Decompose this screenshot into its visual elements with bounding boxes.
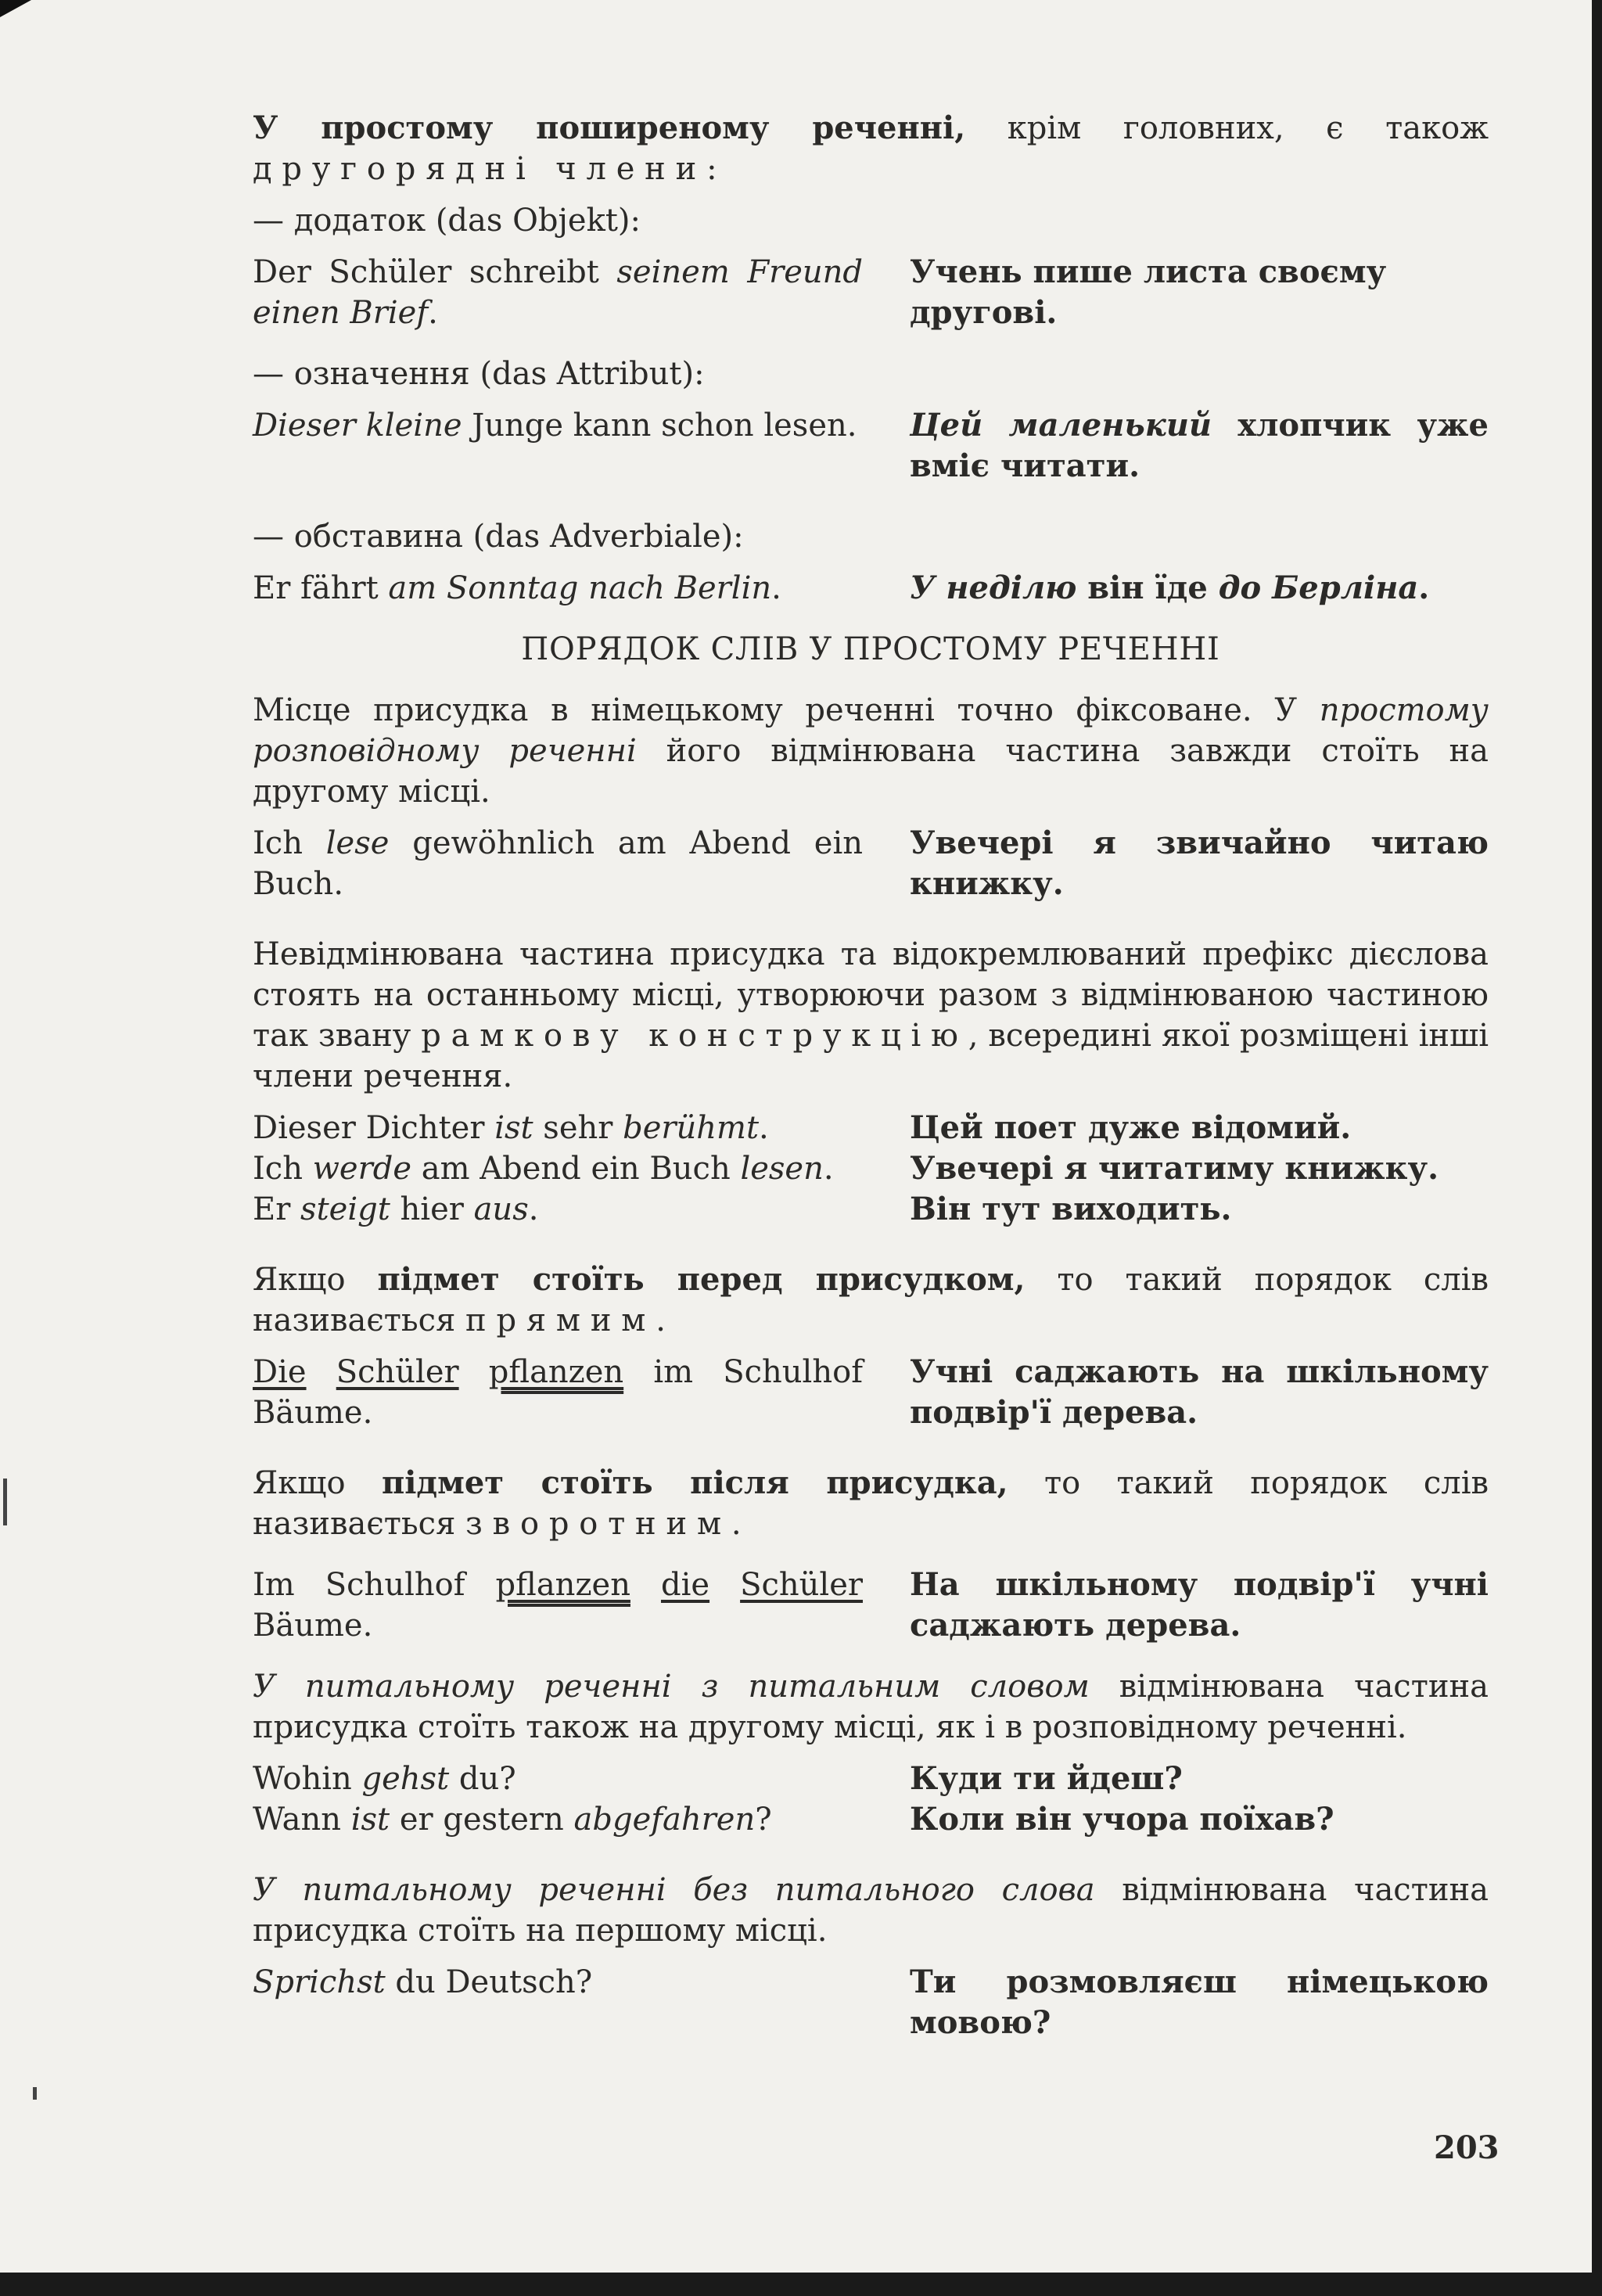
german-example: Der Schüler schreibt seinem Freund einen Brief. [253,254,863,331]
section-heading: ПОРЯДОК СЛІВ У ПРОСТОМУ РЕЧЕННІ [521,631,1220,667]
margin-mark [3,1479,7,1525]
page-corner-shadow [0,0,31,17]
german-example: Sprichst du Deutsch? [253,1964,593,2000]
german-example: Er fährt am Sonntag nach Berlin. [253,570,781,606]
example-row [253,1759,1489,1799]
label-dodatok: — додаток (das Objekt): [253,203,641,239]
ukrainian-translation: Цей поет дуже відомий. [910,1109,1352,1146]
page-number: 203 [1434,2129,1500,2166]
ukrainian-translation: Цей маленький хлопчик уже вміє читати. [910,407,1489,484]
label-obstavyna: — обставина (das Adverbiale): [253,519,744,555]
ukrainian-translation: Увечері я звичайно читаю книжку. [910,825,1489,902]
example-yes-no-question [253,1962,1489,2043]
german-example: Er steigt hier aus. [253,1191,539,1227]
example-objekt [253,252,1489,333]
paragraph-word-order: Місце присудка в німецькому реченні точно фіксоване. У простому розповідному реченні його відмінювана частина завжди стоїть на другому місці. [253,692,1489,810]
ukrainian-translation: Він тут виходить. [910,1191,1232,1227]
ukrainian-translation: Учні саджають на шкільному подвір'ї дерева. [910,1353,1489,1431]
ukrainian-translation: Ти розмовляєш німецькою мовою? [910,1964,1489,2041]
example-attribut [253,405,1489,487]
paragraph-direct-order: Якщо підмет стоїть перед присудком, то такий порядок слів називається прямим. [253,1261,1489,1338]
paragraph-frame-construction: Невідмінювана частина присудка та відокремлюваний префікс дієслова стоять на останньому місці, утворюючи разом з відмінюваною частиною так звану рамкову конструкцію, всередині якої розміщені інші члени речення. [253,936,1489,1094]
german-example: Dieser Dichter ist sehr berühmt. [253,1110,769,1146]
german-example: Im Schulhof pflanzen die Schüler Bäume. [253,1567,864,1644]
page-content [253,108,1489,2043]
text: крім головних, є також [965,110,1489,146]
german-example: Dieser kleine Junge kann schon lesen. [253,408,857,444]
german-example: Die Schüler pflanzen im Schulhof Bäume. [253,1354,863,1431]
example-row [253,1799,1489,1840]
german-example: Ich lese gewöhnlich am Abend ein Buch. [253,825,864,902]
bold-term: У простому поширеному реченні, [253,110,966,146]
example-adverbiale [253,568,1489,609]
examples-frame [253,1108,1489,1230]
example-narrative [253,823,1489,904]
ukrainian-translation: У неділю він їде до Берліна. [910,570,1430,606]
paragraph-inverted-order: Якщо підмет стоїть після присудка, то такий порядок слів називається зворотним. [253,1464,1489,1542]
paragraph-yes-no-question: У питальному реченні без питального слова відмінювана частина присудка стоїть на першому місці. [253,1872,1489,1949]
example-row [253,1148,1489,1189]
ukrainian-translation: Куди ти йдеш? [910,1760,1183,1797]
example-inverted-order [253,1565,1489,1646]
ukrainian-translation: Коли він учора поїхав? [910,1801,1334,1838]
text: : [706,151,717,187]
german-example: Ich werde am Abend ein Buch lesen. [253,1151,834,1187]
example-direct-order [253,1352,1489,1433]
ukrainian-translation: Учень пише листа своєму другові. [910,253,1387,331]
examples-wh-question [253,1759,1489,1840]
ukrainian-translation: На шкільному подвір'ї учні саджають дерева. [910,1566,1489,1644]
margin-mark [33,2087,37,2100]
intro-paragraph [253,108,1489,189]
example-row [253,1108,1489,1148]
label-oznachennia: — означення (das Attribut): [253,356,705,392]
german-example: Wann ist er gestern abgefahren? [253,1802,772,1838]
spaced-term: другорядні члени [253,151,707,187]
ukrainian-translation: Увечері я читатиму книжку. [910,1150,1439,1187]
paragraph-wh-question: У питальному реченні з питальним словом відмінювана частина присудка стоїть також на другому місці, як і в розповідному реченні. [253,1669,1489,1745]
example-row [253,1189,1489,1230]
german-example: Wohin gehst du? [253,1761,516,1797]
